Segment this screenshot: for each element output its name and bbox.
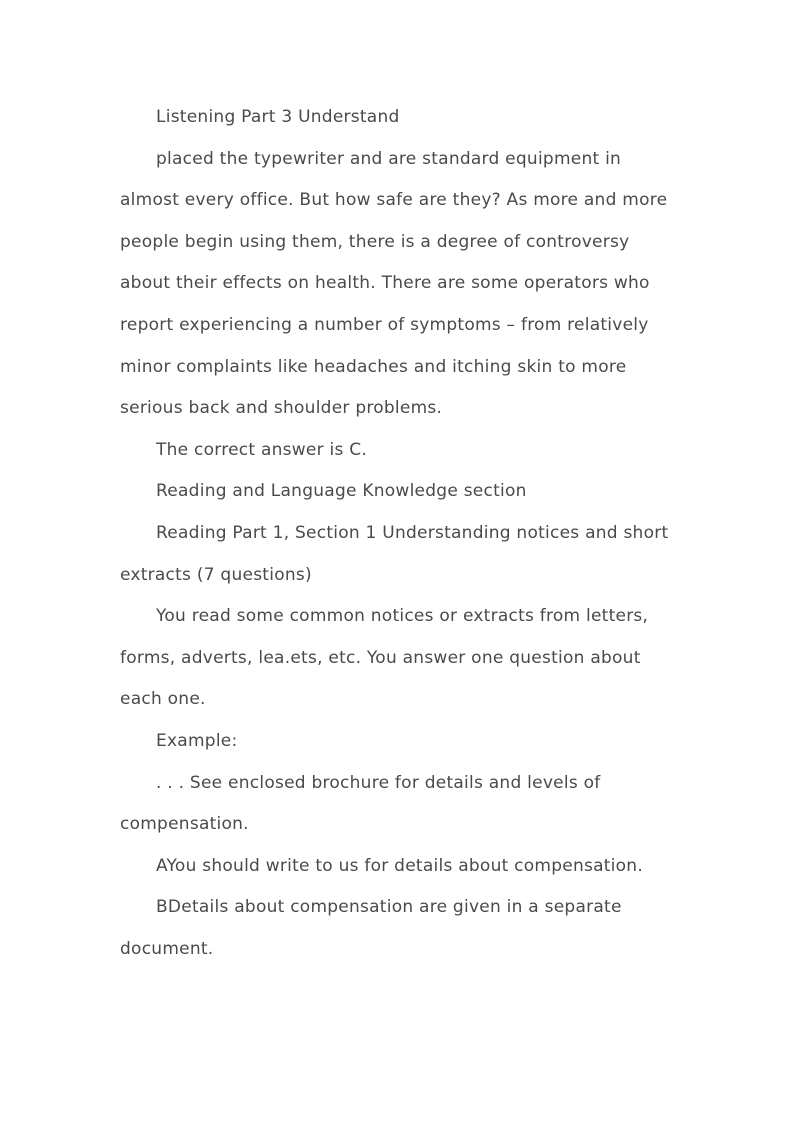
paragraph-example-extract: . . . See enclosed brochure for details and levels of compensation. <box>120 772 601 835</box>
paragraph-instructions: You read some common notices or extracts from letters, forms, adverts, lea.ets, etc. You answer one question about each one. <box>120 606 649 710</box>
paragraph-correct-answer: The correct answer is C. <box>156 439 368 460</box>
paragraph-option-b: BDetails about compensation are given in a separate document. <box>120 897 622 959</box>
paragraph-typewriter-passage: placed the typewriter and are standard equipment in almost every office. But how safe are they? As more and more people begin using them, there is a degree of controversy about their effects on health. There are some operators who report experiencing a number of symptoms – from relatively minor complaints like headaches and itching skin to more serious back and shoulder problems. <box>120 148 668 419</box>
document-body <box>120 97 680 970</box>
paragraph-reading-part-heading: Reading Part 1, Section 1 Understanding notices and short extracts (7 questions) <box>120 522 669 585</box>
paragraph-option-a: AYou should write to us for details about compensation. <box>156 855 643 876</box>
paragraph-reading-section-heading: Reading and Language Knowledge section <box>156 481 527 502</box>
paragraph-listening-heading: Listening Part 3 Understand <box>156 107 400 127</box>
paragraph-example-label: Example: <box>156 730 238 751</box>
